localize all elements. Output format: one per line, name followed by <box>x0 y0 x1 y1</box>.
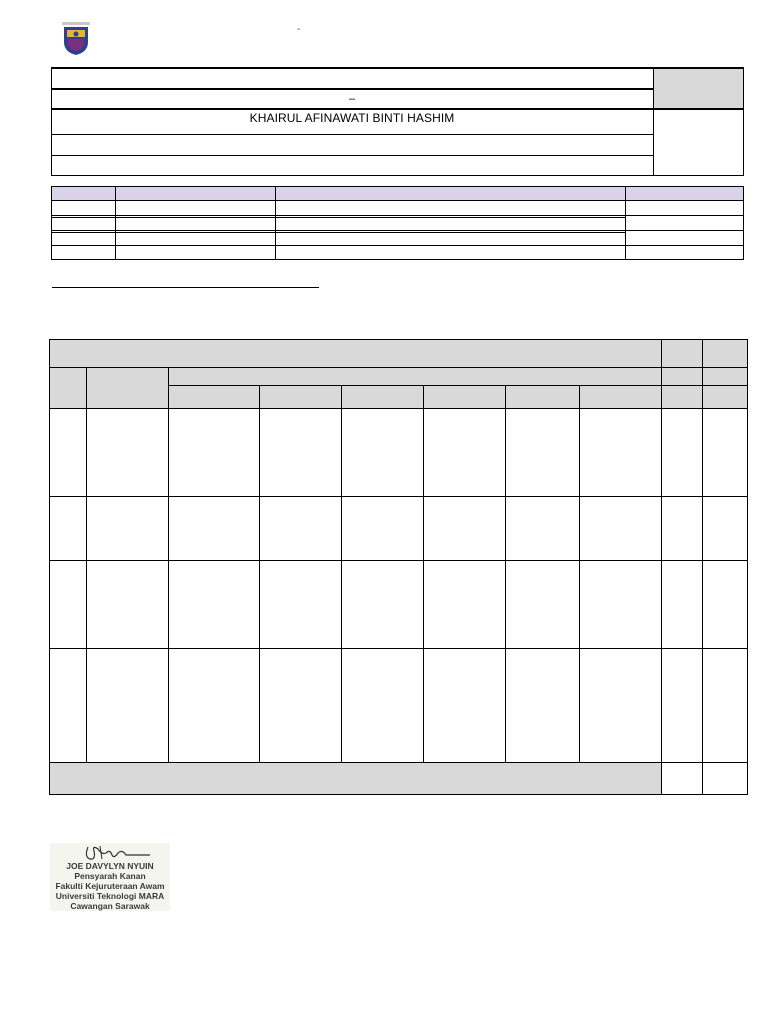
lecturer-stamp <box>50 843 170 911</box>
student-name: KHAIRUL AFINAWATI BINTI HASHIM <box>249 110 455 125</box>
underline-rule <box>52 287 319 288</box>
stamp-faculty: Fakulti Kejuruteraan Awam <box>55 881 165 891</box>
university-crest-icon <box>60 22 92 56</box>
university-logo <box>60 22 92 56</box>
info-dash: – <box>348 92 356 105</box>
stamp-branch: Cawangan Sarawak <box>70 901 150 911</box>
handwritten-signature-icon <box>80 843 160 863</box>
stamp-name: JOE DAVYLYN NYUIN <box>66 861 154 871</box>
stamp-university: Universiti Teknologi MARA <box>55 891 165 901</box>
header-dash: - <box>297 24 301 35</box>
stamp-title: Pensyarah Kanan <box>74 871 146 881</box>
